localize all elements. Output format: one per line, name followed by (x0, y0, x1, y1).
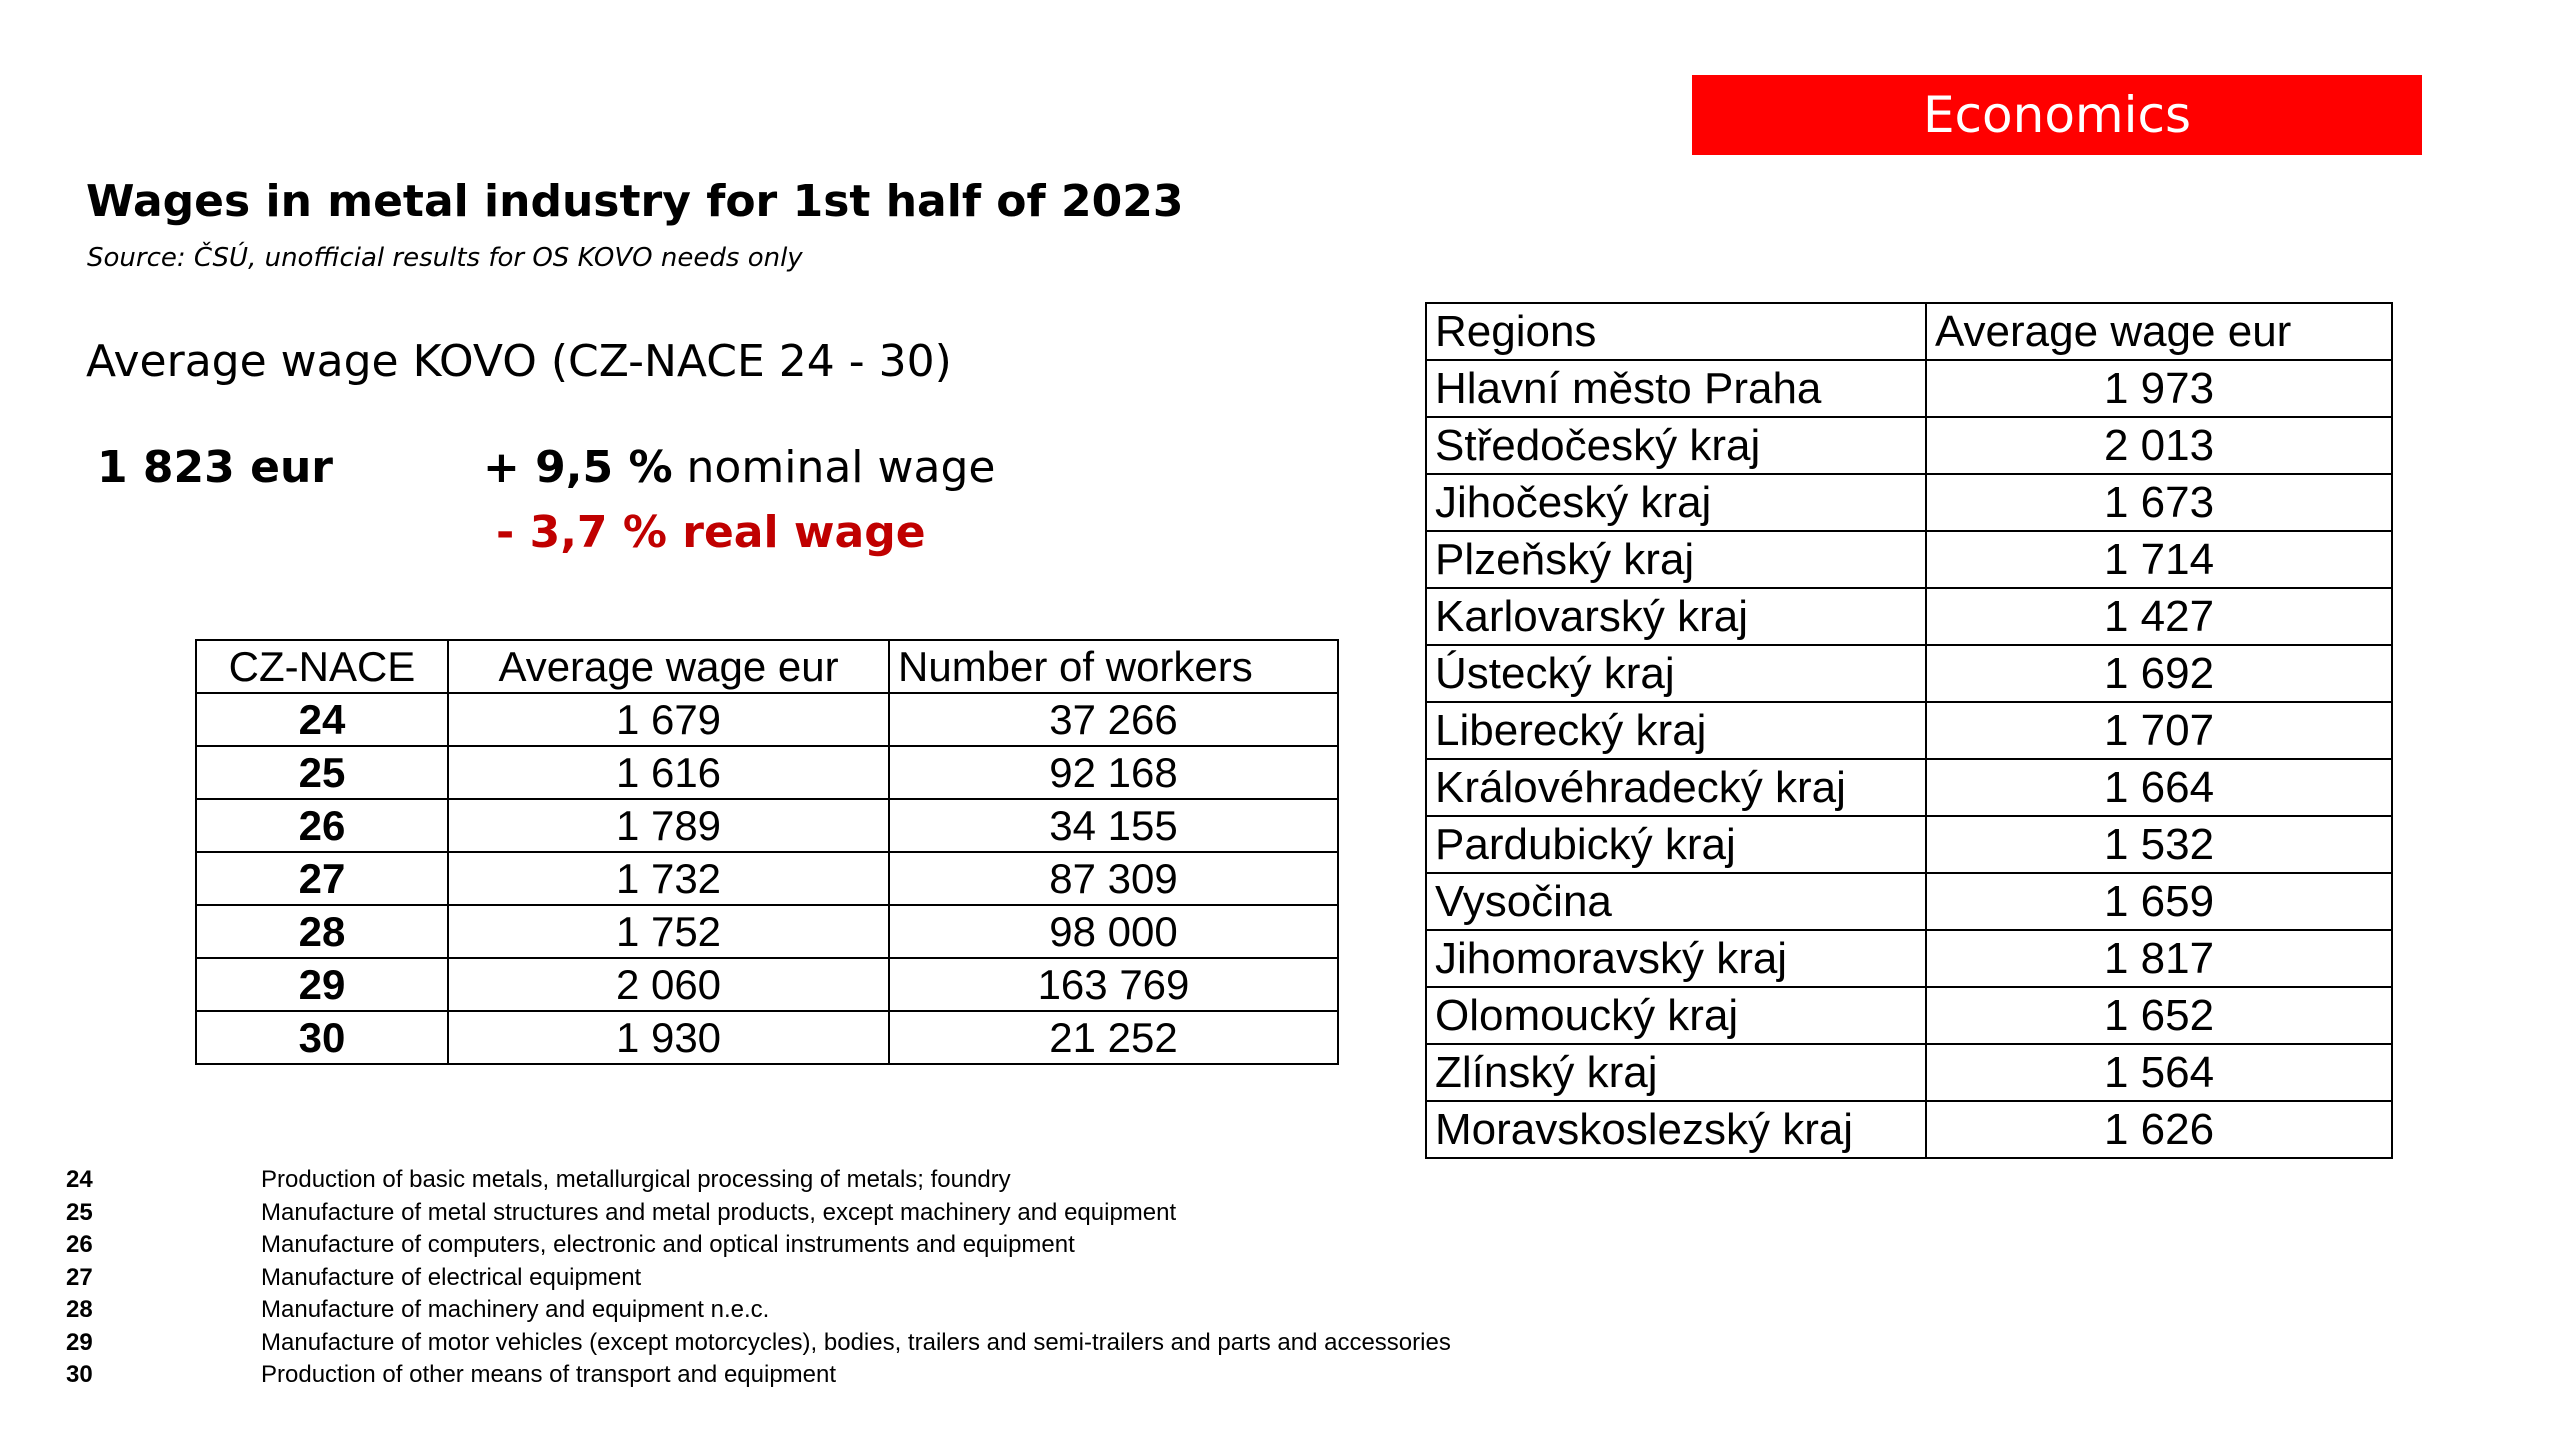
average-wage-value: 1 823 eur (97, 442, 333, 493)
workers-cell: 34 155 (889, 799, 1338, 852)
workers-cell: 37 266 (889, 693, 1338, 746)
economics-badge: Economics (1692, 75, 2422, 155)
footnote-code: 28 (66, 1296, 93, 1323)
nominal-change-label: nominal wage (686, 442, 996, 493)
footnote-code: 26 (66, 1231, 93, 1258)
region-name-cell: Jihomoravský kraj (1426, 930, 1926, 987)
footnote-text: Manufacture of machinery and equipment n.e.c. (261, 1296, 770, 1323)
footnote-code: 25 (66, 1198, 93, 1226)
region-wage-cell: 1 564 (1926, 1044, 2392, 1101)
real-wage-change: - 3,7 % real wage (496, 507, 926, 558)
region-name-cell: Zlínský kraj (1426, 1044, 1926, 1101)
table-row (1426, 702, 2392, 759)
region-name-cell: Hlavní město Praha (1426, 360, 1926, 417)
footnote-code: 24 (66, 1166, 93, 1193)
table-row (1426, 930, 2392, 987)
workers-cell: 163 769 (889, 958, 1338, 1011)
average-wage-cell: 1 752 (448, 905, 889, 958)
nace-table-header-row (196, 640, 1338, 693)
region-wage-cell: 1 707 (1926, 702, 2392, 759)
table-row (196, 852, 1338, 905)
page-title: Wages in metal industry for 1st half of 2023 (86, 176, 1184, 227)
region-wage-cell: 1 427 (1926, 588, 2392, 645)
table-row (196, 958, 1338, 1011)
table-row (196, 1011, 1338, 1064)
nominal-change-value: + 9,5 % (483, 442, 673, 493)
table-row (1426, 417, 2392, 474)
region-wage-cell: 1 973 (1926, 360, 2392, 417)
average-wage-cell: 1 679 (448, 693, 889, 746)
footnote-text: Manufacture of computers, electronic and optical instruments and equipment (261, 1231, 1075, 1258)
nace-code-cell: 24 (196, 693, 448, 746)
nace-code-cell: 26 (196, 799, 448, 852)
footnote-text: Production of basic metals, metallurgical processing of metals; foundry (261, 1166, 1011, 1193)
region-name-cell: Ústecký kraj (1426, 645, 1926, 702)
column-header-cz-nace: CZ-NACE (196, 640, 448, 693)
nominal-wage-change (483, 438, 995, 498)
region-name-cell: Moravskoslezský kraj (1426, 1101, 1926, 1158)
region-wage-cell: 1 626 (1926, 1101, 2392, 1158)
table-row (196, 905, 1338, 958)
workers-cell: 87 309 (889, 852, 1338, 905)
footnote-text: Production of other means of transport and equipment (261, 1361, 837, 1388)
table-row (196, 799, 1338, 852)
average-wage-cell: 1 732 (448, 852, 889, 905)
region-wage-cell: 1 692 (1926, 645, 2392, 702)
table-row (1426, 1101, 2392, 1158)
region-name-cell: Olomoucký kraj (1426, 987, 1926, 1044)
footnote-text: Manufacture of electrical equipment (261, 1263, 642, 1291)
column-header-regions: Regions (1426, 303, 1926, 360)
region-wage-cell: 1 714 (1926, 531, 2392, 588)
average-wage-cell: 1 789 (448, 799, 889, 852)
regional-wage-table (1425, 302, 2393, 1159)
nace-wage-table (195, 639, 1339, 1065)
region-name-cell: Královéhradecký kraj (1426, 759, 1926, 816)
average-wage-cell: 1 930 (448, 1011, 889, 1064)
region-wage-cell: 1 659 (1926, 873, 2392, 930)
nace-code-cell: 25 (196, 746, 448, 799)
table-row (1426, 360, 2392, 417)
footnote-code: 27 (66, 1263, 93, 1291)
region-name-cell: Plzeňský kraj (1426, 531, 1926, 588)
region-wage-cell: 1 532 (1926, 816, 2392, 873)
workers-cell: 98 000 (889, 905, 1338, 958)
table-row (196, 693, 1338, 746)
nace-code-cell: 27 (196, 852, 448, 905)
region-wage-cell: 2 013 (1926, 417, 2392, 474)
footnote-code: 30 (66, 1361, 93, 1388)
region-name-cell: Pardubický kraj (1426, 816, 1926, 873)
nace-code-cell: 29 (196, 958, 448, 1011)
column-header-average-wage: Average wage eur (1926, 303, 2392, 360)
table-row (1426, 531, 2392, 588)
table-row (1426, 1044, 2392, 1101)
table-row (1426, 588, 2392, 645)
table-row (1426, 873, 2392, 930)
column-header-number-of-workers: Number of workers (889, 640, 1338, 693)
workers-cell: 21 252 (889, 1011, 1338, 1064)
workers-cell: 92 168 (889, 746, 1338, 799)
region-wage-cell: 1 817 (1926, 930, 2392, 987)
region-wage-cell: 1 652 (1926, 987, 2392, 1044)
footnote-text: Manufacture of metal structures and metal products, except machinery and equipment (261, 1198, 1177, 1226)
footnote-text: Manufacture of motor vehicles (except motorcycles), bodies, trailers and semi-trailers and parts and accessories (261, 1328, 1451, 1356)
region-name-cell: Jihočeský kraj (1426, 474, 1926, 531)
nace-code-cell: 28 (196, 905, 448, 958)
table-row (1426, 816, 2392, 873)
table-row (1426, 645, 2392, 702)
average-wage-heading: Average wage KOVO (CZ-NACE 24 - 30) (86, 336, 952, 387)
table-row (1426, 987, 2392, 1044)
table-row (196, 746, 1338, 799)
average-wage-cell: 1 616 (448, 746, 889, 799)
region-name-cell: Vysočina (1426, 873, 1926, 930)
nace-code-cell: 30 (196, 1011, 448, 1064)
region-name-cell: Středočeský kraj (1426, 417, 1926, 474)
table-row (1426, 474, 2392, 531)
region-name-cell: Liberecký kraj (1426, 702, 1926, 759)
region-name-cell: Karlovarský kraj (1426, 588, 1926, 645)
footnote-code: 29 (66, 1328, 93, 1356)
source-note: Source: ČSÚ, unofficial results for OS KOVO needs only (87, 243, 803, 273)
column-header-average-wage: Average wage eur (448, 640, 889, 693)
region-wage-cell: 1 664 (1926, 759, 2392, 816)
region-wage-cell: 1 673 (1926, 474, 2392, 531)
table-row (1426, 759, 2392, 816)
average-wage-cell: 2 060 (448, 958, 889, 1011)
region-table-header-row (1426, 303, 2392, 360)
